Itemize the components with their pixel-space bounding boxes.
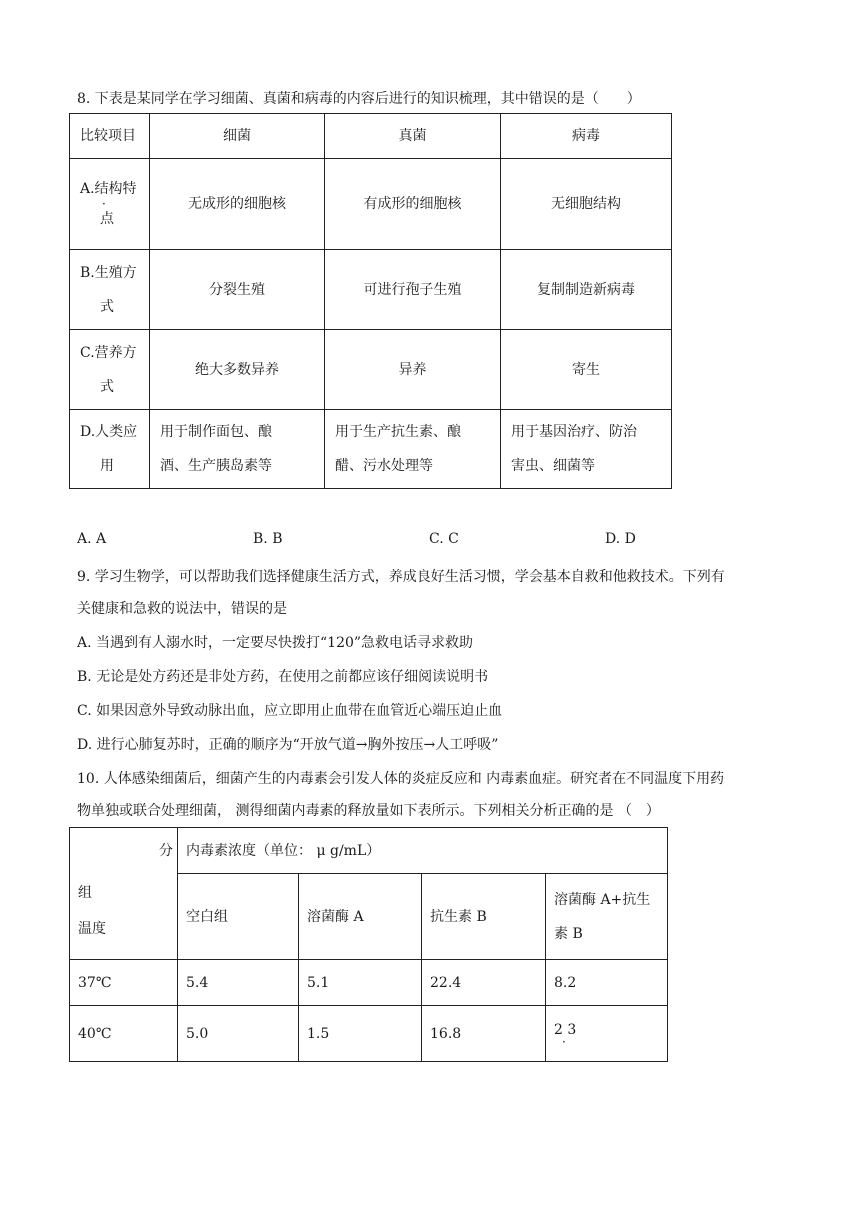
q10-subheader-last-line1: 溶菌酶 A+抗生 — [554, 891, 651, 908]
q8-row-d-label — [70, 410, 150, 489]
q10-subheader-last — [546, 874, 668, 960]
q10-row-37 — [70, 960, 668, 1006]
q8-cell: 无成形的细胞核 — [150, 159, 325, 250]
q8-row-a-label-line1: A.结构特 — [80, 181, 137, 197]
q8-row-b-label-line1: B.生殖方 — [80, 264, 137, 281]
emphasis-dot: · — [102, 197, 106, 211]
q10-corner-bottom: 温度 — [78, 921, 106, 937]
q10-stem-line1: 10. 人体感染细菌后，细菌产生的内毒素会引发人体的炎症反应和 内毒素血症。研究者在不同温度下用药 — [77, 771, 725, 787]
q10-subheader: 空白组 — [178, 874, 299, 960]
q10-subheader-last-line2: 素 B — [554, 925, 583, 942]
emphasis-dot: · — [562, 1034, 566, 1049]
q10-corner-top: 分 — [159, 843, 173, 859]
q8-header-fungi: 真菌 — [325, 114, 501, 159]
q8-cell — [325, 410, 501, 489]
q8-table — [69, 113, 672, 489]
q10-temp: 37℃ — [70, 960, 178, 1006]
q10-value: 8.2 — [546, 960, 668, 1006]
q8-row-d — [70, 410, 672, 489]
q8-cell: 有成形的细胞核 — [325, 159, 501, 250]
q8-option-b[interactable]: B. B — [253, 531, 283, 547]
q8-cell: 异养 — [325, 330, 501, 410]
q8-header-item: 比较项目 — [70, 114, 150, 159]
q8-row-a-label — [70, 159, 150, 250]
q10-temp: 40℃ — [70, 1006, 178, 1062]
q8-cell: 复制制造新病毒 — [501, 250, 672, 330]
q10-corner-cell — [70, 828, 178, 960]
q8-row-a-label-line2: 点 — [100, 211, 114, 227]
q8-stem: 8. 下表是某同学在学习细菌、真菌和病毒的内容后进行的知识梳理，其中错误的是（ ） — [77, 91, 641, 107]
q8-cell — [150, 410, 325, 489]
q8-cell-line: 用于生产抗生素、酿 — [335, 424, 461, 440]
q10-value: 2 3 — [554, 1021, 577, 1038]
q10-value-cell — [546, 1006, 668, 1062]
q8-row-c-label — [70, 330, 150, 410]
q10-value: 5.4 — [178, 960, 299, 1006]
q8-row-b — [70, 250, 672, 330]
q8-option-a[interactable]: A. A — [77, 531, 107, 547]
q10-value: 16.8 — [422, 1006, 546, 1062]
q8-cell-line: 用于基因治疗、防治 — [511, 424, 637, 440]
q10-header-row — [70, 828, 668, 874]
q9-stem-line2: 关健康和急救的说法中，错误的是 — [77, 601, 287, 617]
q10-value: 1.5 — [299, 1006, 422, 1062]
q10-value: 22.4 — [422, 960, 546, 1006]
q8-row-c — [70, 330, 672, 410]
q9-option-c[interactable]: C. 如果因意外导致动脉出血，应立即用止血带在血管近心端压迫止血 — [77, 703, 503, 719]
q10-row-40 — [70, 1006, 668, 1062]
q8-cell-line: 害虫、细菌等 — [511, 458, 595, 474]
q8-cell: 无细胞结构 — [501, 159, 672, 250]
q8-header-virus: 病毒 — [501, 114, 672, 159]
q8-cell-line: 醋、污水处理等 — [335, 458, 433, 474]
q10-subheader: 溶菌酶 A — [299, 874, 422, 960]
q8-row-c-label-line2: 式 — [100, 378, 114, 395]
q8-cell: 可进行孢子生殖 — [325, 250, 501, 330]
q8-cell: 绝大多数异养 — [150, 330, 325, 410]
q10-stem-line2: 物单独或联合处理细菌， 测得细菌内毒素的释放量如下表所示。下列相关分析正确的是 （ ） — [77, 803, 660, 819]
q10-value: 5.0 — [178, 1006, 299, 1062]
q9-option-d[interactable]: D. 进行心肺复苏时，正确的顺序为“开放气道→胸外按压→人工呼吸” — [77, 737, 499, 753]
q10-table — [69, 827, 668, 1062]
q8-option-c[interactable]: C. C — [429, 531, 459, 547]
q8-cell — [501, 410, 672, 489]
q8-option-d[interactable]: D. D — [605, 531, 636, 547]
q10-header-main: 内毒素浓度（单位： μ g/mL） — [178, 828, 668, 874]
q10-value: 5.1 — [299, 960, 422, 1006]
q8-header-row — [70, 114, 672, 159]
q8-row-b-label — [70, 250, 150, 330]
q8-cell-line: 用于制作面包、酿 — [160, 424, 272, 440]
q8-row-b-label-line2: 式 — [100, 298, 114, 315]
q10-corner-mid: 组 — [78, 885, 92, 901]
q9-stem-line1: 9. 学习生物学，可以帮助我们选择健康生活方式，养成良好生活习惯，学会基本自救和他救技术。下列有 — [77, 569, 725, 585]
q9-option-b[interactable]: B. 无论是处方药还是非处方药，在使用之前都应该仔细阅读说明书 — [77, 669, 489, 685]
q8-options — [77, 531, 797, 553]
q8-row-d-label-line2: 用 — [100, 458, 114, 474]
q8-header-bacteria: 细菌 — [150, 114, 325, 159]
q8-row-c-label-line1: C.营养方 — [80, 344, 137, 361]
q10-subheader: 抗生素 B — [422, 874, 546, 960]
q8-cell: 分裂生殖 — [150, 250, 325, 330]
q9-option-a[interactable]: A. 当遇到有人溺水时，一定要尽快拨打“120”急救电话寻求救助 — [77, 635, 474, 651]
q8-row-a — [70, 159, 672, 250]
q8-cell: 寄生 — [501, 330, 672, 410]
q8-cell-line: 酒、生产胰岛素等 — [160, 458, 272, 474]
q8-row-d-label-line1: D.人类应 — [80, 424, 138, 440]
